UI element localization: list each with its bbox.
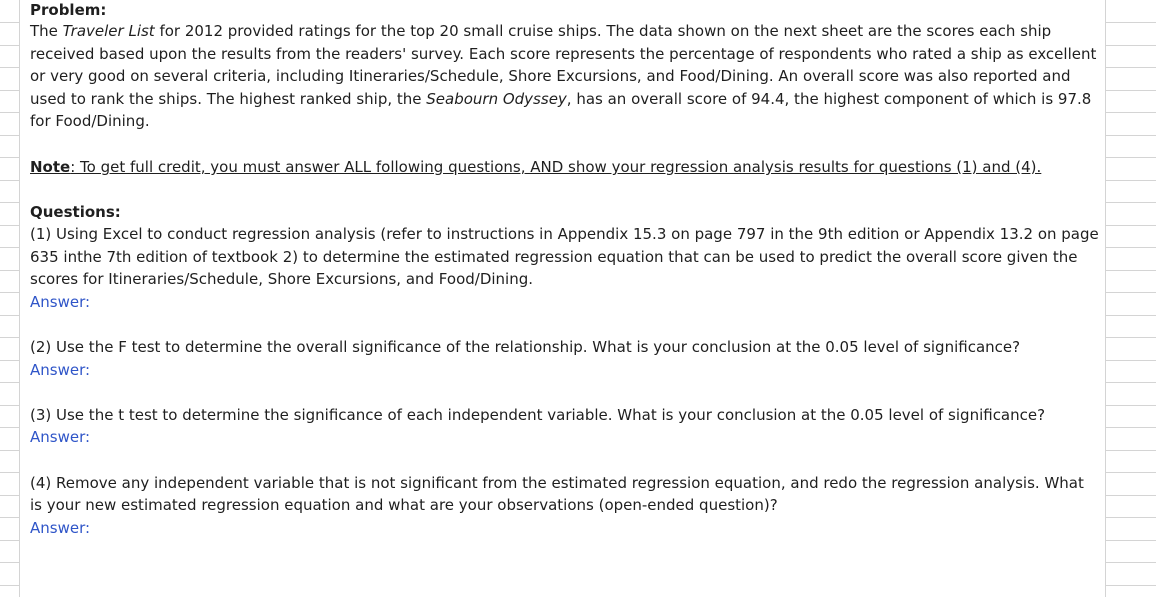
answer-4-label[interactable]: Answer: xyxy=(30,519,91,537)
question-1-line-3: scores for Itineraries/Schedule, Shore Excursions, and Food/Dining. xyxy=(30,270,534,288)
publication-title: Traveler List xyxy=(62,22,155,40)
note-text: : To get full credit, you must answer ALL following questions, AND show your regression analysis results for questions (1) and (4). xyxy=(70,158,1042,176)
problem-text: for 2012 provided ratings for the top 20 small cruise ships. The data shown on the next sheet are the scores each ship xyxy=(154,22,1052,40)
answer-2-label[interactable]: Answer: xyxy=(30,361,91,379)
answer-3-label[interactable]: Answer: xyxy=(30,428,91,446)
question-1-line-2: 635 inthe 7th edition of textbook 2) to determine the estimated regression equation that can be used to predict the overall score given the xyxy=(30,248,1078,266)
problem-text: , has an overall score of 94.4, the highest component of which is 97.8 xyxy=(566,90,1092,108)
note-label: Note xyxy=(30,158,71,176)
problem-line-1 xyxy=(30,21,1051,41)
grid-column-line xyxy=(1105,0,1106,597)
problem-line-2: received based upon the results from the readers' survey. Each score represents the percentage of respondents who rated a ship as excellent xyxy=(30,45,1097,63)
questions-heading: Questions: xyxy=(30,203,121,221)
question-4-line-1: (4) Remove any independent variable that is not significant from the estimated regression equation, and redo the regression analysis. What xyxy=(30,474,1084,492)
problem-text-cell[interactable] xyxy=(20,0,1105,597)
note-line xyxy=(30,157,1041,177)
problem-line-4 xyxy=(30,89,1091,109)
ship-name: Seabourn Odyssey xyxy=(426,90,567,108)
problem-text: The xyxy=(30,22,63,40)
question-3: (3) Use the t test to determine the significance of each independent variable. What is your conclusion at the 0.05 level of significance? xyxy=(30,406,1046,424)
problem-text: used to rank the ships. The highest ranked ship, the xyxy=(30,90,427,108)
problem-line-5: for Food/Dining. xyxy=(30,112,150,130)
question-4-line-2: is your new estimated regression equation and what are your observations (open-ended question)? xyxy=(30,496,778,514)
answer-1-label[interactable]: Answer: xyxy=(30,293,91,311)
problem-line-3: or very good on several criteria, including Itineraries/Schedule, Shore Excursions, and Food/Dining. An overall score was also reported and xyxy=(30,67,1071,85)
question-2: (2) Use the F test to determine the overall significance of the relationship. What is your conclusion at the 0.05 level of significance? xyxy=(30,338,1021,356)
problem-heading: Problem: xyxy=(30,1,107,19)
question-1-line-1: (1) Using Excel to conduct regression analysis (refer to instructions in Appendix 15.3 on page 797 in the 9th edition or Appendix 13.2 on page xyxy=(30,225,1099,243)
